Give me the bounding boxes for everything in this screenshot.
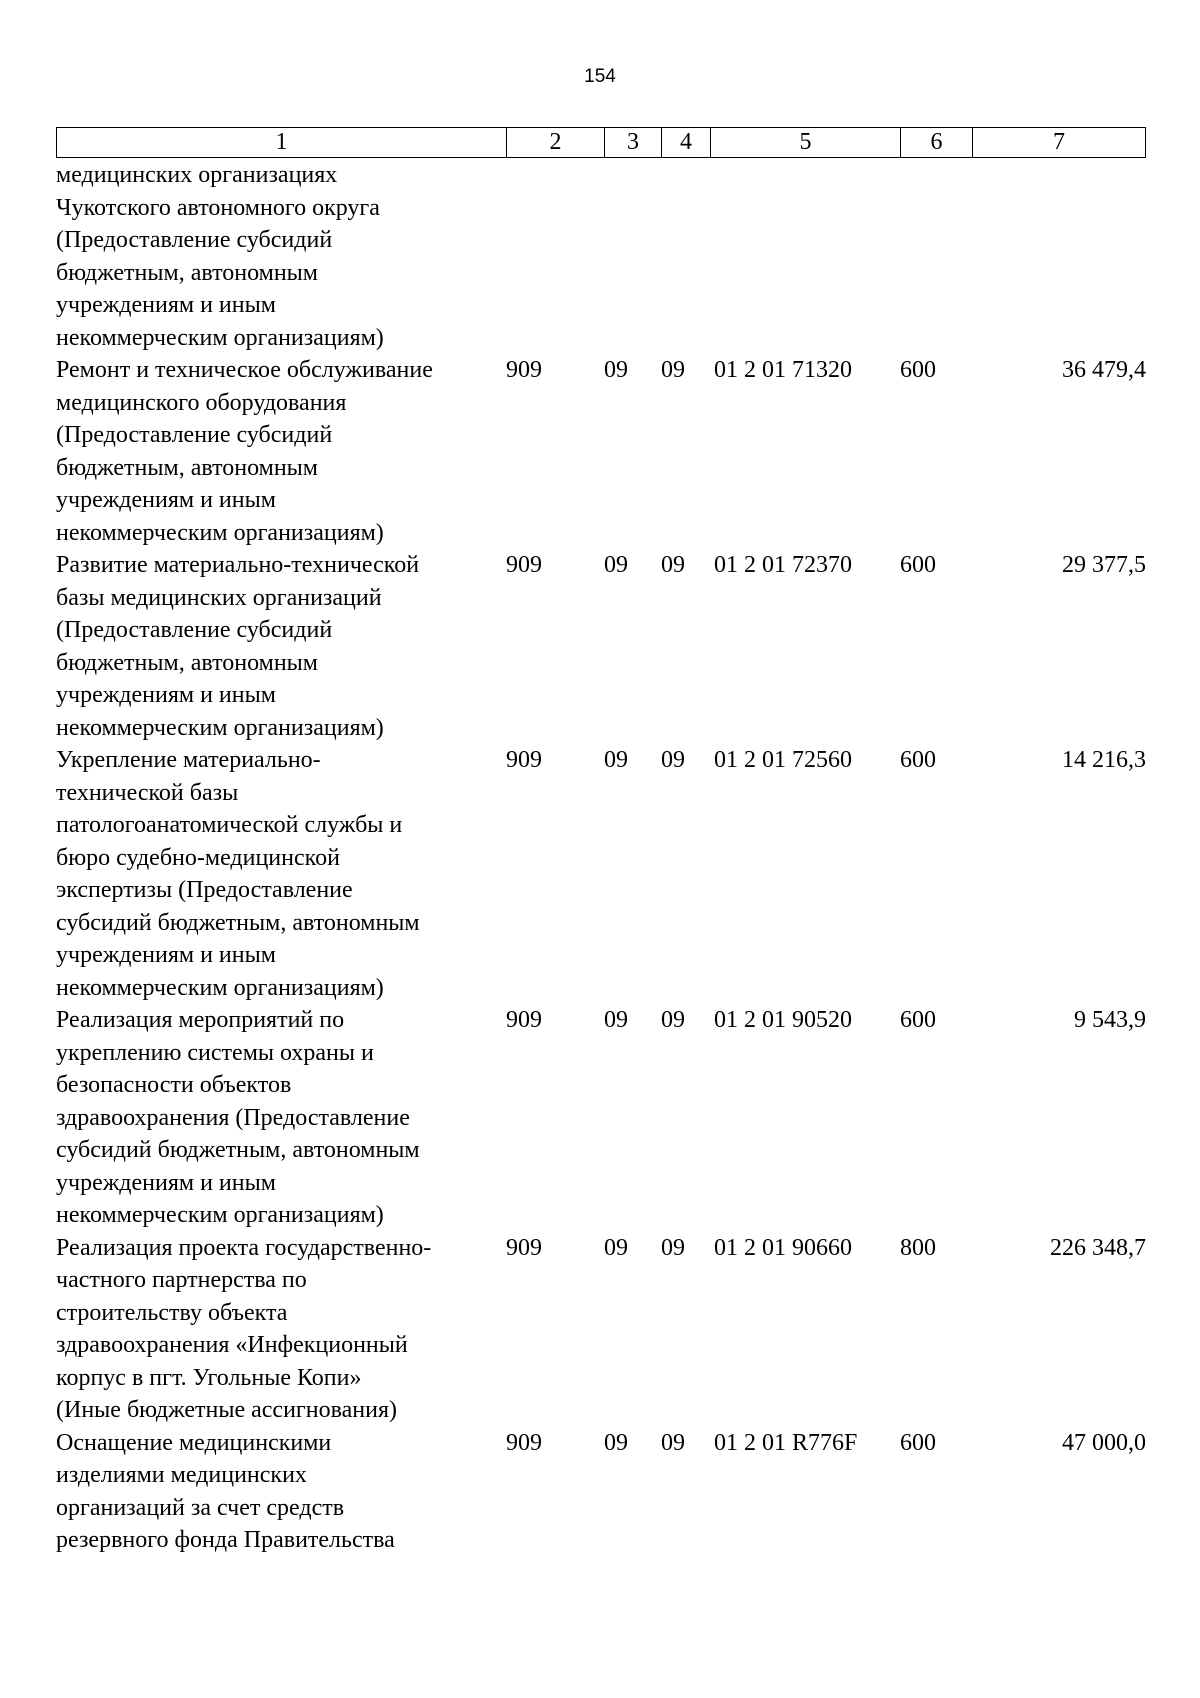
row-subsection-code: 09 bbox=[661, 1234, 685, 1261]
row-expense-type-code: 600 bbox=[900, 357, 936, 383]
row-target-article-code: 01 2 01 72560 bbox=[714, 747, 852, 773]
row-grbs-code: 909 bbox=[506, 1234, 542, 1261]
row-section-code: 09 bbox=[604, 1007, 628, 1033]
row-expense-type-code: 600 bbox=[900, 747, 936, 773]
row-subsection-code: 09 bbox=[661, 1429, 685, 1456]
header-col-6: 6 bbox=[901, 128, 973, 157]
row-expense-type-code: 600 bbox=[900, 1007, 936, 1033]
row-amount: 9 543,9 bbox=[1074, 1007, 1146, 1033]
budget-table-body bbox=[56, 159, 1146, 1557]
table-row bbox=[56, 1004, 1146, 1232]
table-row bbox=[56, 1232, 1146, 1427]
header-col-7: 7 bbox=[1053, 129, 1065, 155]
row-amount: 14 216,3 bbox=[1062, 747, 1146, 773]
row-amount: 29 377,5 bbox=[1062, 552, 1146, 578]
row-target-article-code: 01 2 01 72370 bbox=[714, 552, 852, 578]
row-target-article-code: 01 2 01 71320 bbox=[714, 357, 852, 383]
row-description: Укрепление материально- технической базы патологоанатомической службы и бюро судебно-медицинской экспертизы (Предоставление субсидий бюджетным, автономным учреждениям и иным некоммерческим организациям) bbox=[56, 747, 420, 1001]
row-subsection-code: 09 bbox=[661, 357, 685, 383]
header-col-4: 4 bbox=[662, 128, 711, 157]
row-description: Оснащение медицинскими изделиями медицинских организаций за счет средств резервного фонда Правительства bbox=[56, 1429, 395, 1553]
page-number: 154 bbox=[584, 66, 616, 87]
row-section-code: 09 bbox=[604, 552, 628, 578]
table-header bbox=[56, 127, 1146, 158]
header-col-5: 5 bbox=[711, 128, 901, 157]
row-grbs-code: 909 bbox=[506, 552, 542, 578]
row-description: Ремонт и техническое обслуживание медицинского оборудования (Предоставление субсидий бюджетным, автономным учреждениям и иным некоммерческим организациям) bbox=[56, 357, 433, 546]
row-section-code: 09 bbox=[604, 1234, 628, 1261]
row-grbs-code: 909 bbox=[506, 1429, 542, 1456]
row-amount: 36 479,4 bbox=[1062, 357, 1146, 383]
header-col-3: 3 bbox=[605, 128, 662, 157]
table-row bbox=[56, 1427, 1146, 1557]
row-amount: 47 000,0 bbox=[1062, 1429, 1146, 1456]
row-section-code: 09 bbox=[604, 747, 628, 773]
table-row bbox=[56, 159, 1146, 354]
row-subsection-code: 09 bbox=[661, 747, 685, 773]
row-section-code: 09 bbox=[604, 1429, 628, 1456]
header-col-1: 1 bbox=[57, 128, 507, 157]
row-description: Реализация мероприятий по укреплению системы охраны и безопасности объектов здравоохранения (Предоставление субсидий бюджетным, автономным учреждениям и иным некоммерческим организациям) bbox=[56, 1007, 420, 1228]
row-grbs-code: 909 bbox=[506, 357, 542, 383]
table-row bbox=[56, 354, 1146, 549]
row-description: Реализация проекта государственно- частного партнерства по строительству объекта здравоохранения «Инфекционный корпус в пгт. Угольные Копи» (Иные бюджетные ассигнования) bbox=[56, 1234, 432, 1423]
row-description: медицинских организациях Чукотского автономного округа (Предоставление субсидий бюджетным, автономным учреждениям и иным некоммерческим организациям) bbox=[56, 162, 384, 351]
row-grbs-code: 909 bbox=[506, 1007, 542, 1033]
row-subsection-code: 09 bbox=[661, 552, 685, 578]
row-target-article-code: 01 2 01 R776F bbox=[714, 1429, 858, 1456]
table-row bbox=[56, 744, 1146, 1004]
row-grbs-code: 909 bbox=[506, 747, 542, 773]
row-expense-type-code: 800 bbox=[900, 1234, 936, 1261]
row-expense-type-code: 600 bbox=[900, 552, 936, 578]
row-description: Развитие материально-технической базы медицинских организаций (Предоставление субсидий бюджетным, автономным учреждениям и иным некоммерческим организациям) bbox=[56, 552, 420, 741]
row-section-code: 09 bbox=[604, 357, 628, 383]
row-subsection-code: 09 bbox=[661, 1007, 685, 1033]
row-target-article-code: 01 2 01 90520 bbox=[714, 1007, 852, 1033]
header-col-2: 2 bbox=[507, 128, 605, 157]
row-amount: 226 348,7 bbox=[1050, 1234, 1146, 1261]
row-target-article-code: 01 2 01 90660 bbox=[714, 1234, 852, 1261]
table-row bbox=[56, 549, 1146, 744]
row-expense-type-code: 600 bbox=[900, 1429, 936, 1456]
